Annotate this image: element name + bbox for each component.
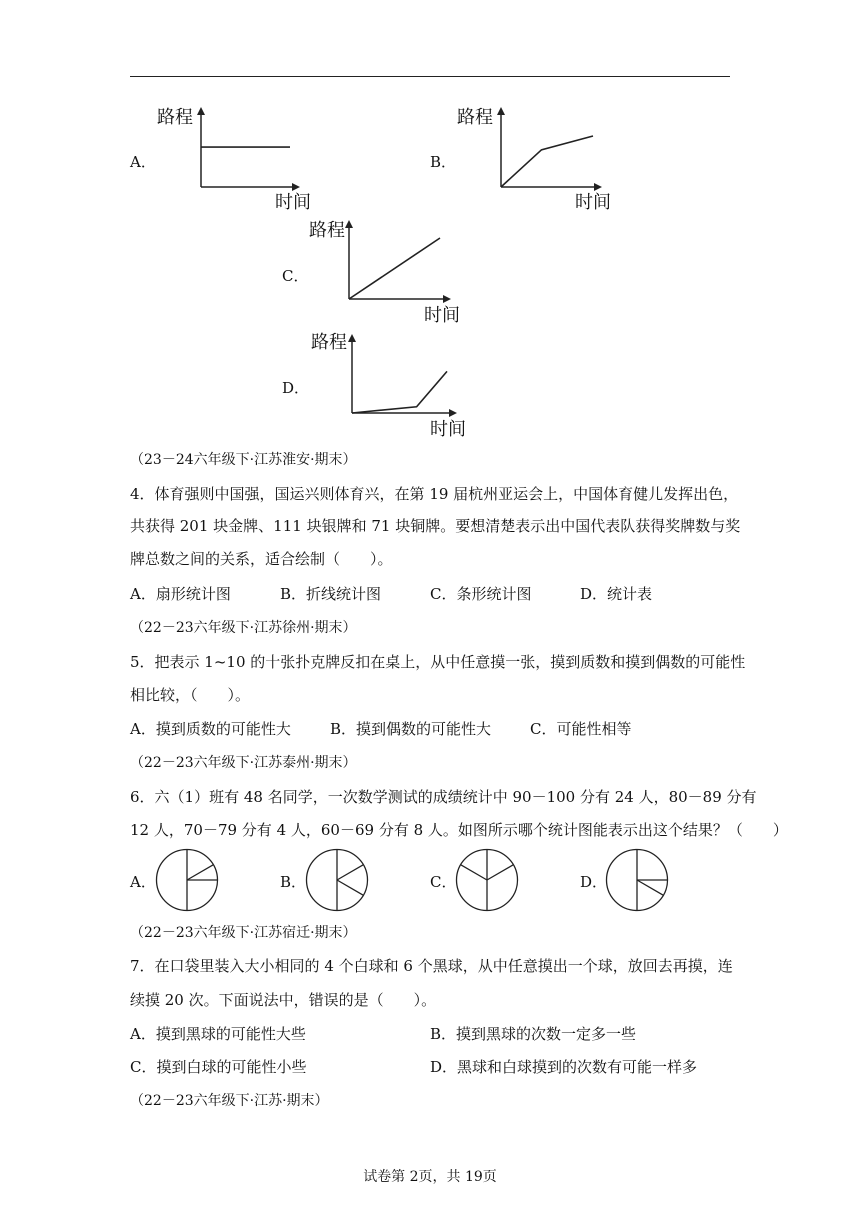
q6-text-line1: 6．六（1）班有 48 名同学，一次数学测试的成绩统计中 90－100 分有 24 人，80－89 分有 xyxy=(130,788,757,806)
y-axis-arrow xyxy=(348,334,356,342)
q7-text-line1: 7．在口袋里装入大小相同的 4 个白球和 6 个黑球，从中任意摸出一个球，放回去再摸，连 xyxy=(130,957,733,975)
q5-text-line2: 相比较，（ ）。 xyxy=(130,686,251,704)
q6-pie-d xyxy=(605,848,669,912)
q6-pie-b xyxy=(305,848,369,912)
q7-option-b[interactable]: B．摸到黑球的次数一定多一些 xyxy=(430,1025,637,1043)
q6-pie-a xyxy=(155,848,219,912)
q6-pie-c xyxy=(455,848,519,912)
q4-text-line3: 牌总数之间的关系，适合绘制（ ）。 xyxy=(130,550,393,568)
q7-source: （22－23六年级下·江苏·期末） xyxy=(130,1093,329,1109)
q5-option-b[interactable]: B．摸到偶数的可能性大 xyxy=(330,720,492,738)
q3-d-x-label: 时间 xyxy=(430,419,466,440)
q6-option-a-letter[interactable]: A． xyxy=(130,873,156,891)
q3-option-d-letter[interactable]: D． xyxy=(282,379,310,397)
q4-source: （22－23六年级下·江苏徐州·期末） xyxy=(130,620,357,636)
q6-source: （22－23六年级下·江苏宿迁·期末） xyxy=(130,925,357,941)
q3-option-c-letter[interactable]: C． xyxy=(282,267,309,285)
page-footer: 试卷第 2页，共 19页 xyxy=(363,1169,497,1185)
q3-a-x-label: 时间 xyxy=(275,192,311,213)
q3-source: （23－24六年级下·江苏淮安·期末） xyxy=(130,452,357,468)
q6-option-b-letter[interactable]: B． xyxy=(280,873,307,891)
q7-option-d[interactable]: D．黑球和白球摸到的次数有可能一样多 xyxy=(430,1058,698,1076)
q4-text-line1: 4．体育强则中国强，国运兴则体育兴，在第 19 届杭州亚运会上，中国体育健儿发挥出色， xyxy=(130,485,739,503)
q4-option-a[interactable]: A．扇形统计图 xyxy=(130,585,231,603)
q6-option-c-letter[interactable]: C． xyxy=(430,873,457,891)
q5-option-c[interactable]: C．可能性相等 xyxy=(530,720,632,738)
q5-text-line1: 5．把表示 1~10 的十张扑克牌反扣在桌上，从中任意摸一张，摸到质数和摸到偶数的可能性 xyxy=(130,653,746,671)
q6-text-line2: 12 人，70－79 分有 4 人，60－69 分有 8 人。如图所示哪个统计图能表示出这个结果？（ ） xyxy=(130,821,788,839)
q3-option-b-letter[interactable]: B． xyxy=(430,153,457,171)
q5-source: （22－23六年级下·江苏泰州·期末） xyxy=(130,755,357,771)
q4-option-b[interactable]: B．折线统计图 xyxy=(280,585,382,603)
x-axis-arrow xyxy=(449,409,457,417)
q3-b-x-label: 时间 xyxy=(575,192,611,213)
q7-option-a[interactable]: A．摸到黑球的可能性大些 xyxy=(130,1025,306,1043)
q3-a-y-label: 路程 xyxy=(157,107,193,128)
q7-option-c[interactable]: C．摸到白球的可能性小些 xyxy=(130,1058,307,1076)
q4-option-d[interactable]: D．统计表 xyxy=(580,585,653,603)
q3-d-y-label: 路程 xyxy=(311,332,347,353)
q3-option-a-letter[interactable]: A． xyxy=(130,153,156,171)
q3-c-y-label: 路程 xyxy=(309,220,345,241)
q6-option-d-letter[interactable]: D． xyxy=(580,873,608,891)
q3-c-x-label: 时间 xyxy=(424,305,460,326)
distance-time-line xyxy=(352,371,447,413)
q7-text-line2: 续摸 20 次。下面说法中，错误的是（ ）。 xyxy=(130,991,437,1009)
q4-option-c[interactable]: C．条形统计图 xyxy=(430,585,532,603)
q3-b-y-label: 路程 xyxy=(457,107,493,128)
q5-option-a[interactable]: A．摸到质数的可能性大 xyxy=(130,720,291,738)
q4-text-line2: 共获得 201 块金牌、111 块银牌和 71 块铜牌。要想清楚表示出中国代表队获得奖牌数与奖 xyxy=(130,517,741,535)
